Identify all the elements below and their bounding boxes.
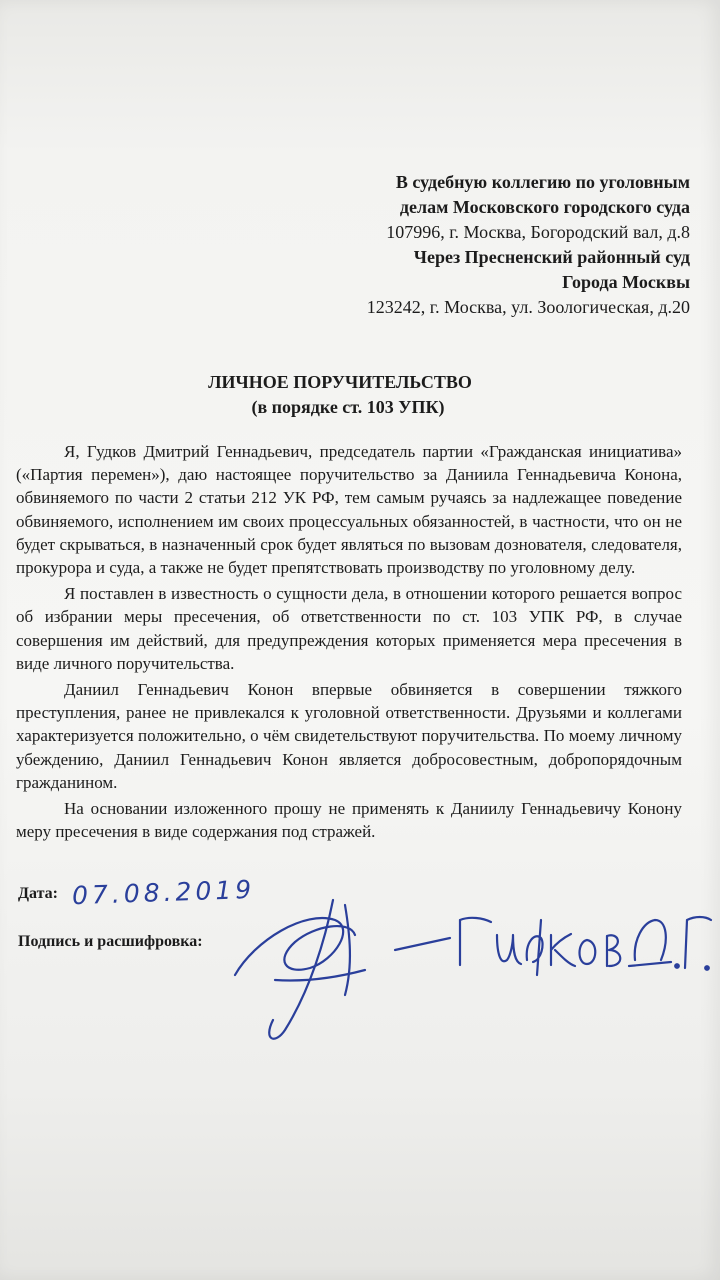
date-label: Дата: [18,885,58,902]
addressee-line-3: 107996, г. Москва, Богородский вал, д.8 [386,222,690,242]
addressee-block [270,170,690,320]
addressee-line-5: Города Москвы [562,272,690,292]
addressee-line-1: В судебную коллегию по уголовным [395,172,690,192]
paragraph-2: Я поставлен в известность о сущности дела, в отношении которого решается вопрос об избрании меры пресечения, об ответственности по ст. 103 УПК РФ, в случае совершения им действий, для предупреждения которых применяется мера пресечения в виде личного поручительства. [16,584,682,673]
addressee-line-2: делам Московского городского суда [399,197,690,217]
addressee-line-4: Через Пресненский районный суд [413,247,690,267]
paragraph-4: На основании изложенного прошу не применять к Даниилу Геннадьевичу Конону меру пресечения в виде содержания под стражей. [16,799,682,842]
addressee-line-6: 123242, г. Москва, ул. Зоологическая, д.20 [366,297,690,317]
paragraph-1: Я, Гудков Дмитрий Геннадьевич, председатель партии «Гражданская инициатива» («Партия перемен»), даю настоящее поручительство за Даниила Геннадьевича Конона, обвиняемого по части 2 статьи 212 УК РФ, тем самым ручаясь за надлежащее поведение обвиняемого, исполнением им своих процессуальных обязанностей, в частности, что он не будет скрываться, в назначенный срок будет являться по вызовам дознователя, следователя, прокурора и суда, а также не будет препятствовать производству по уголовному делу. [16,442,682,578]
handwritten-date: 07.08.2019 [71,874,256,911]
document-body [16,440,682,843]
paragraph-3: Даниил Геннадьевич Конон впервые обвиняется в совершении тяжкого преступления, ранее не привлекался к уголовной ответственности. Друзьями и коллегами характеризуется положительно, о чём свидетельствуют поручительства. По моему личному убеждению, Даниил Геннадьевич Конон является добросовестным, добропорядочным гражданином. [16,680,682,792]
document-title: ЛИЧНОЕ ПОРУЧИТЕЛЬСТВО [208,372,472,392]
handwritten-signature [215,880,715,1050]
document-subtitle: (в порядке ст. 103 УПК) [251,397,445,417]
signature-label: Подпись и расшифровка: [18,933,203,950]
